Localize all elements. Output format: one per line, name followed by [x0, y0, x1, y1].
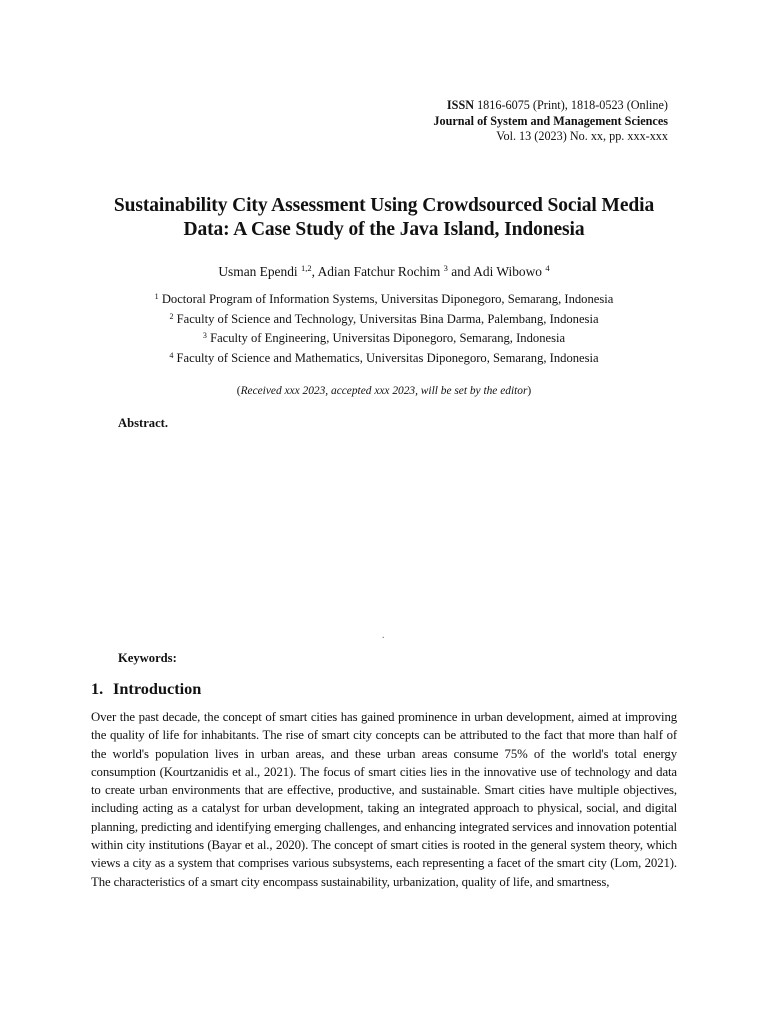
- affiliation: [90, 290, 678, 310]
- introduction-paragraph: Over the past decade, the concept of smart cities has gained prominence in urban development, aimed at improving the quality of life for inhabitants. The rise of smart city concepts can be attributed to the fact that more than half of the world's population lives in urban areas, and these urban areas consume 75% of the world's total energy consumption (Kourtzanidis et al., 2021). The focus of smart cities lies in the innovative use of technology and data to create urban environments that are effective, productive, and sustainable. Smart cities have multiple objectives, including acting as a catalyst for urban development, taking an integrated approach to physical, social, and digital planning, predicting and identifying emerging challenges, and enhancing integrated services and innovation potential within city institutions (Bayar et al., 2020). The concept of smart cities is rooted in the general system theory, which views a city as a system that comprises various subsystems, each representing a facet of the smart city (Lom, 2021). The characteristics of a smart city encompass sustainability, urbanization, quality of life, and smartness,: [91, 710, 677, 889]
- author-separator: and: [447, 264, 474, 279]
- author-name: Adi Wibowo: [473, 264, 542, 279]
- affiliation-text: Doctoral Program of Information Systems, Universitas Diponegoro, Semarang, Indonesia: [161, 292, 614, 306]
- paper-title: [90, 194, 678, 242]
- title-line-1: Sustainability City Assessment Using Crowdsourced Social Media: [113, 195, 655, 216]
- author-name: Adian Fatchur Rochim: [317, 264, 441, 279]
- affiliation-text: Faculty of Science and Mathematics, Universitas Diponegoro, Semarang, Indonesia: [176, 351, 599, 366]
- author-separator: ,: [311, 264, 318, 279]
- affiliation-text: Faculty of Science and Technology, Universitas Bina Darma, Palembang, Indonesia: [176, 311, 599, 326]
- author-name: Usman Ependi: [218, 264, 298, 279]
- affiliation-list: [90, 290, 678, 369]
- affiliation-sup: 2: [169, 311, 174, 321]
- affiliation: [90, 329, 678, 349]
- issn-values: 1816-6075 (Print), 1818-0523 (Online): [477, 98, 668, 112]
- affiliation-text: Faculty of Engineering, Universitas Diponegoro, Semarang, Indonesia: [210, 331, 566, 346]
- journal-name: Journal of System and Management Sciences: [433, 113, 668, 128]
- journal-header: [433, 98, 668, 145]
- received-note: (Received xxx 2023, accepted xxx 2023, will be set by the editor): [236, 385, 532, 397]
- affiliation: [90, 310, 678, 330]
- author-sup: 3: [443, 263, 448, 273]
- volume-line: Vol. 13 (2023) No. xx, pp. xxx-xxx: [496, 129, 668, 143]
- title-line-2: Data: A Case Study of the Java Island, Indonesia: [183, 219, 585, 240]
- separator-mark: .: [382, 630, 385, 641]
- section-number: 1.: [91, 679, 104, 698]
- received-text: Received xxx 2023, accepted xxx 2023, will be set by the editor: [240, 385, 528, 397]
- author-sup: 4: [545, 263, 550, 273]
- section-heading: [91, 679, 201, 699]
- author-list: [90, 263, 678, 281]
- issn-line: [433, 98, 668, 114]
- affiliation-sup: 4: [169, 351, 174, 361]
- abstract-label: Abstract.: [118, 416, 169, 430]
- affiliation: [90, 349, 678, 369]
- affiliation-sup: 1: [154, 292, 159, 301]
- keywords-label: Keywords:: [118, 651, 177, 665]
- section-title: Introduction: [113, 679, 202, 698]
- issn-label: ISSN: [446, 98, 475, 112]
- author-sup: 1,2: [300, 263, 312, 273]
- affiliation-sup: 3: [202, 331, 207, 341]
